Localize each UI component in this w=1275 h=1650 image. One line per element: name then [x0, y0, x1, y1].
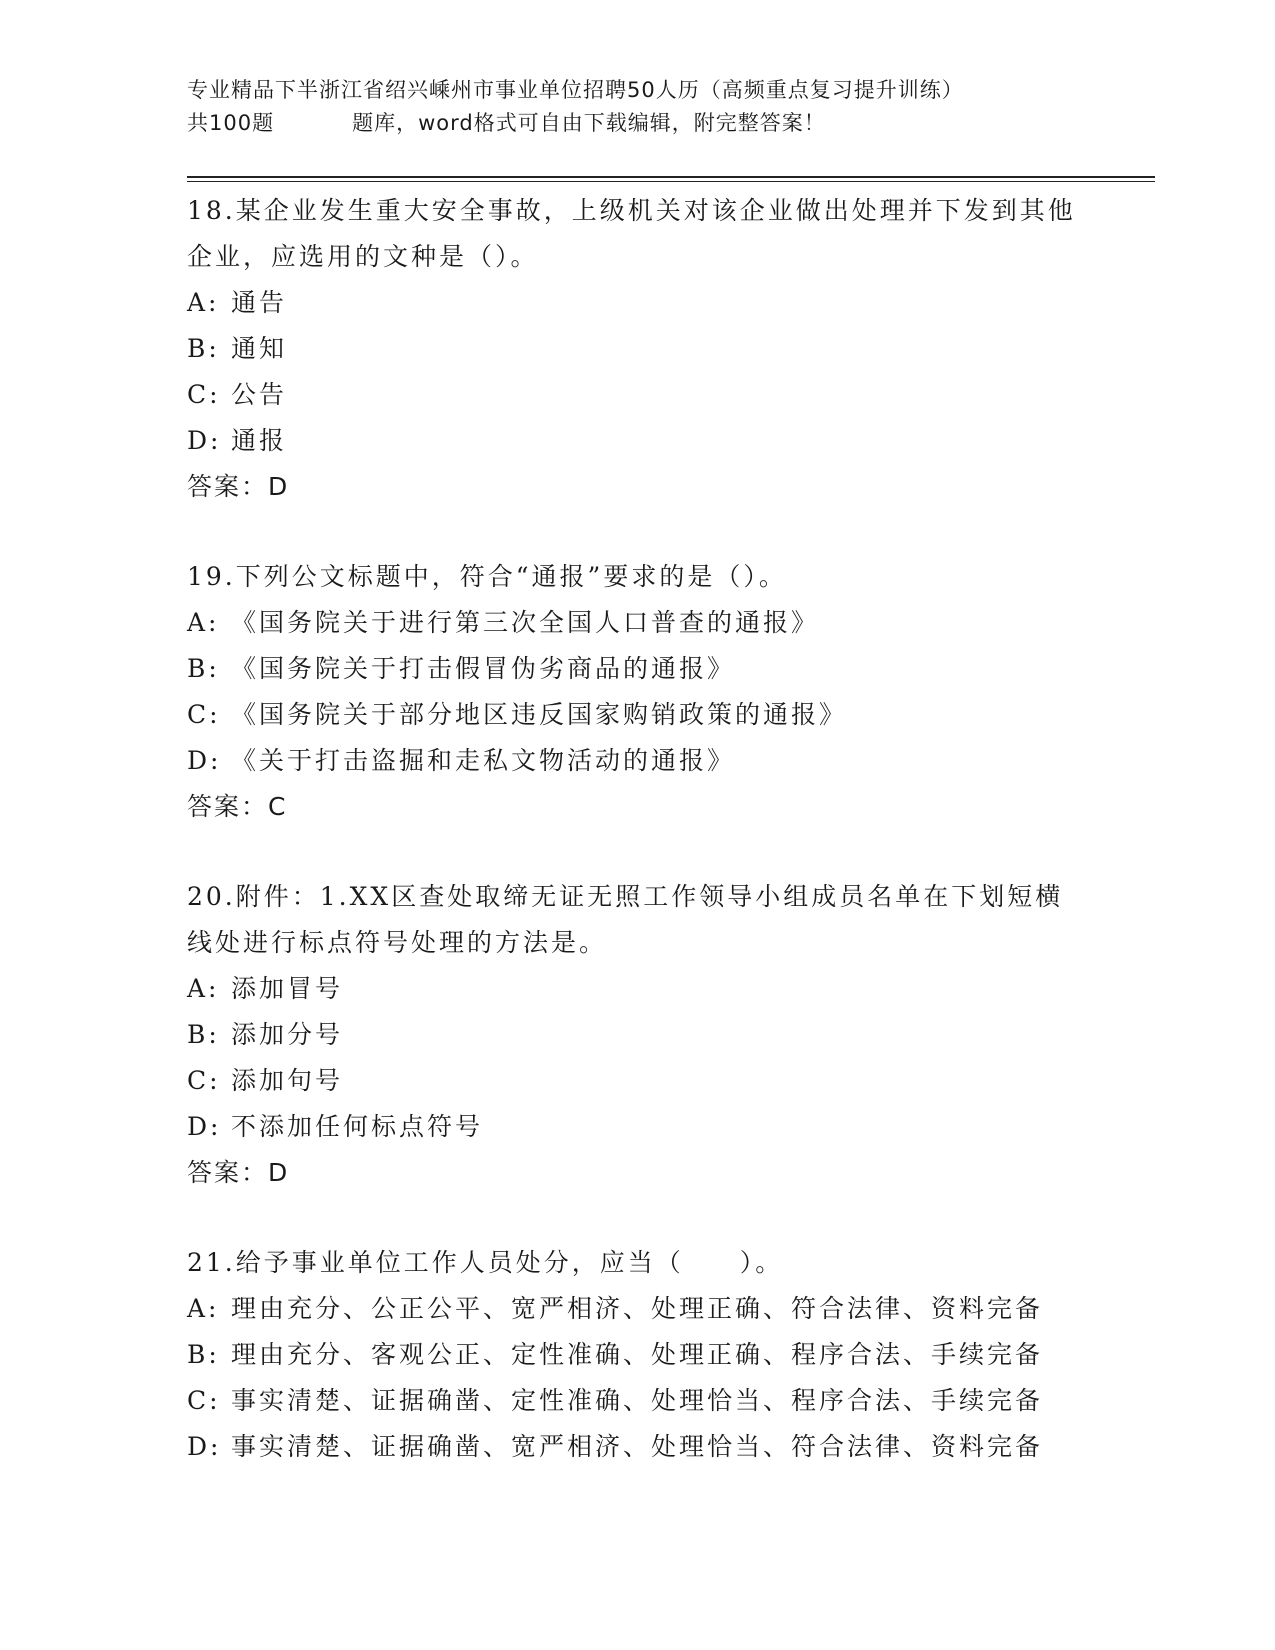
option-letter: A: — [187, 974, 220, 1003]
option-c — [187, 692, 1087, 738]
option-letter: C: — [187, 700, 221, 729]
question-20 — [187, 874, 1087, 1196]
option-text: 理由充分、客观公正、定性准确、处理正确、程序合法、手续完备 — [231, 1340, 1044, 1369]
option-letter: B: — [187, 654, 220, 683]
question-18 — [187, 188, 1087, 510]
header-title-line: 专业精品下半浙江省绍兴嵊州市事业单位招聘50人历（高频重点复习提升训练） — [187, 78, 964, 102]
option-b — [187, 1332, 1087, 1378]
option-text: 添加分号 — [231, 1020, 344, 1049]
option-text: 通知 — [231, 334, 288, 363]
option-letter: B: — [187, 334, 220, 363]
header-description: 题库，word格式可自由下载编辑，附完整答案！ — [352, 111, 826, 135]
option-text: 公告 — [231, 380, 288, 409]
option-d — [187, 1424, 1087, 1470]
answer-line: 答案：D — [187, 1158, 290, 1187]
option-letter: A: — [187, 608, 220, 637]
option-a — [187, 966, 1087, 1012]
option-text: 不添加任何标点符号 — [231, 1112, 484, 1141]
option-text: 事实清楚、证据确凿、定性准确、处理恰当、程序合法、手续完备 — [231, 1386, 1044, 1415]
option-a — [187, 1286, 1087, 1332]
option-d — [187, 738, 1087, 784]
option-text: 《关于打击盗掘和走私文物活动的通报》 — [231, 746, 736, 775]
header-divider-thick — [187, 176, 1155, 178]
option-d — [187, 418, 1087, 464]
option-text: 《国务院关于打击假冒伪劣商品的通报》 — [231, 654, 736, 683]
option-c — [187, 1058, 1087, 1104]
option-letter: C: — [187, 1066, 221, 1095]
option-letter: C: — [187, 380, 221, 409]
option-text: 事实清楚、证据确凿、宽严相济、处理恰当、符合法律、资料完备 — [231, 1432, 1044, 1461]
option-text: 《国务院关于部分地区违反国家购销政策的通报》 — [231, 700, 848, 729]
option-letter: D: — [187, 1432, 222, 1461]
option-b — [187, 326, 1087, 372]
option-text: 《国务院关于进行第三次全国人口普查的通报》 — [231, 608, 820, 637]
answer-line: 答案：C — [187, 792, 288, 821]
question-21 — [187, 1240, 1087, 1470]
option-text: 通告 — [231, 288, 288, 317]
question-list — [187, 188, 1087, 1514]
option-b — [187, 646, 1087, 692]
option-text: 添加句号 — [231, 1066, 344, 1095]
option-b — [187, 1012, 1087, 1058]
option-a — [187, 600, 1087, 646]
document-header — [187, 74, 1147, 140]
option-letter: A: — [187, 288, 220, 317]
option-text: 添加冒号 — [231, 974, 344, 1003]
question-19 — [187, 554, 1087, 830]
header-subtitle-line — [187, 107, 1147, 140]
answer-line: 答案：D — [187, 472, 290, 501]
option-letter: D: — [187, 426, 222, 455]
option-letter: B: — [187, 1340, 220, 1369]
option-letter: D: — [187, 1112, 222, 1141]
option-text: 理由充分、公正公平、宽严相济、处理正确、符合法律、资料完备 — [231, 1294, 1044, 1323]
question-text: 19.下列公文标题中，符合“通报”要求的是（）。 — [187, 562, 787, 591]
option-text: 通报 — [231, 426, 288, 455]
option-c — [187, 1378, 1087, 1424]
question-text: 21.给予事业单位工作人员处分，应当（ ）。 — [187, 1248, 784, 1277]
option-c — [187, 372, 1087, 418]
option-letter: C: — [187, 1386, 221, 1415]
option-letter: D: — [187, 746, 222, 775]
question-text: 18.某企业发生重大安全事故，上级机关对该企业做出处理并下发到其他企业，应选用的文种是（）。 — [187, 196, 1076, 271]
option-letter: B: — [187, 1020, 220, 1049]
question-text: 20.附件：1.XX区查处取缔无证无照工作领导小组成员名单在下划短横线处进行标点符号处理的方法是。 — [187, 882, 1064, 957]
option-letter: A: — [187, 1294, 220, 1323]
header-divider-thin — [187, 181, 1155, 182]
header-question-count: 共100题 — [187, 111, 275, 135]
option-d — [187, 1104, 1087, 1150]
option-a — [187, 280, 1087, 326]
